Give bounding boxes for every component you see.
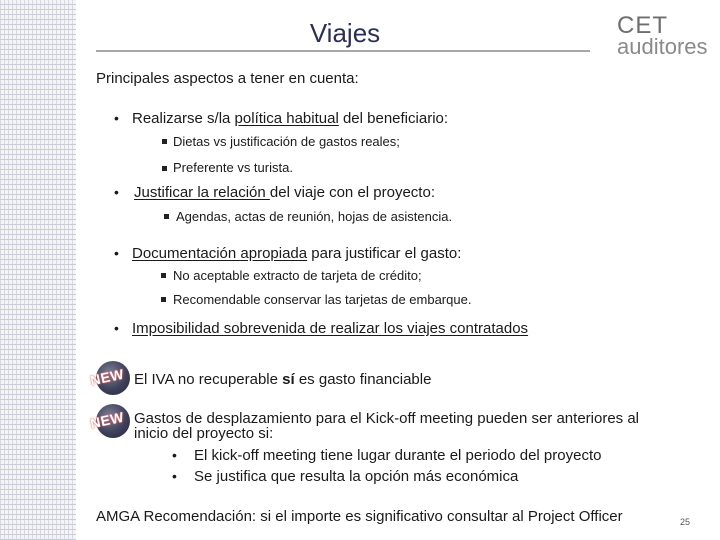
new-badge-label: NEW [88,365,126,389]
logo-line-1: CET [617,12,668,39]
intro-text: Principales aspectos a tener en cuenta: [96,70,359,87]
company-logo [617,14,717,58]
bullet-text-underlined: Imposibilidad sobrevenida de realizar los viajes contratados [132,320,529,337]
title-divider [96,50,590,52]
sub-bullet-item: Agendas, actas de reunión, hojas de asistencia. [176,209,453,224]
sub-bullet-item: Dietas vs justificación de gastos reales; [173,134,400,149]
recommendation-text: AMGA Recomendación: si el importe es significativo consultar al Project Officer [96,508,623,525]
new-badge-label: NEW [88,408,126,432]
square-bullet-icon [161,273,166,278]
bullet-text-post: del viaje con el proyecto: [269,184,435,201]
bullet-text-post: del beneficiario: [338,110,449,127]
logo-line-2: auditores [617,34,708,59]
new-item-text-pre: El IVA no recuperable [134,371,283,388]
new-badge-icon [88,361,130,395]
bullet-marker: • [114,184,119,200]
new-item-text-bold: sí [282,371,295,388]
bullet-marker: • [172,468,177,484]
bullet-text-underlined: política habitual [234,110,339,127]
bullet-text-underlined: Documentación apropiada [132,245,308,262]
new-item-text-post: es gasto financiable [294,371,432,388]
new-badge-icon [88,404,130,438]
bullet-marker: • [114,245,119,261]
bullet-item [132,245,461,262]
new-item-sub-bullet: El kick-off meeting tiene lugar durante el periodo del proyecto [194,447,602,464]
sub-bullet-item: Preferente vs turista. [173,160,293,175]
bullet-text-pre: Realizarse s/la [132,110,235,127]
new-item-text-line-2: inicio del proyecto si: [134,425,274,442]
new-item-text-line-1: Gastos de desplazamiento para el Kick-off meeting pueden ser anteriores al [134,410,640,427]
square-bullet-icon [162,139,167,144]
square-bullet-icon [164,214,169,219]
bullet-marker: • [172,447,177,463]
bullet-item [132,320,528,337]
new-item-text [134,371,431,388]
sub-bullet-item: No aceptable extracto de tarjeta de crédito; [173,268,422,283]
bullet-text-post: para justificar el gasto: [307,245,462,262]
new-item-sub-bullet: Se justifica que resulta la opción más económica [194,468,519,485]
bullet-item [134,184,435,201]
page-number: 25 [680,517,691,527]
square-bullet-icon [162,166,167,171]
bullet-text-underlined: Justificar la relación [134,184,270,201]
bullet-marker: • [114,320,119,336]
bullet-marker: • [114,110,119,126]
bullet-item [132,110,448,127]
slide-title: Viajes [309,18,381,48]
square-bullet-icon [161,297,166,302]
decorative-grid-strip [0,0,76,540]
sub-bullet-item: Recomendable conservar las tarjetas de embarque. [173,292,472,307]
